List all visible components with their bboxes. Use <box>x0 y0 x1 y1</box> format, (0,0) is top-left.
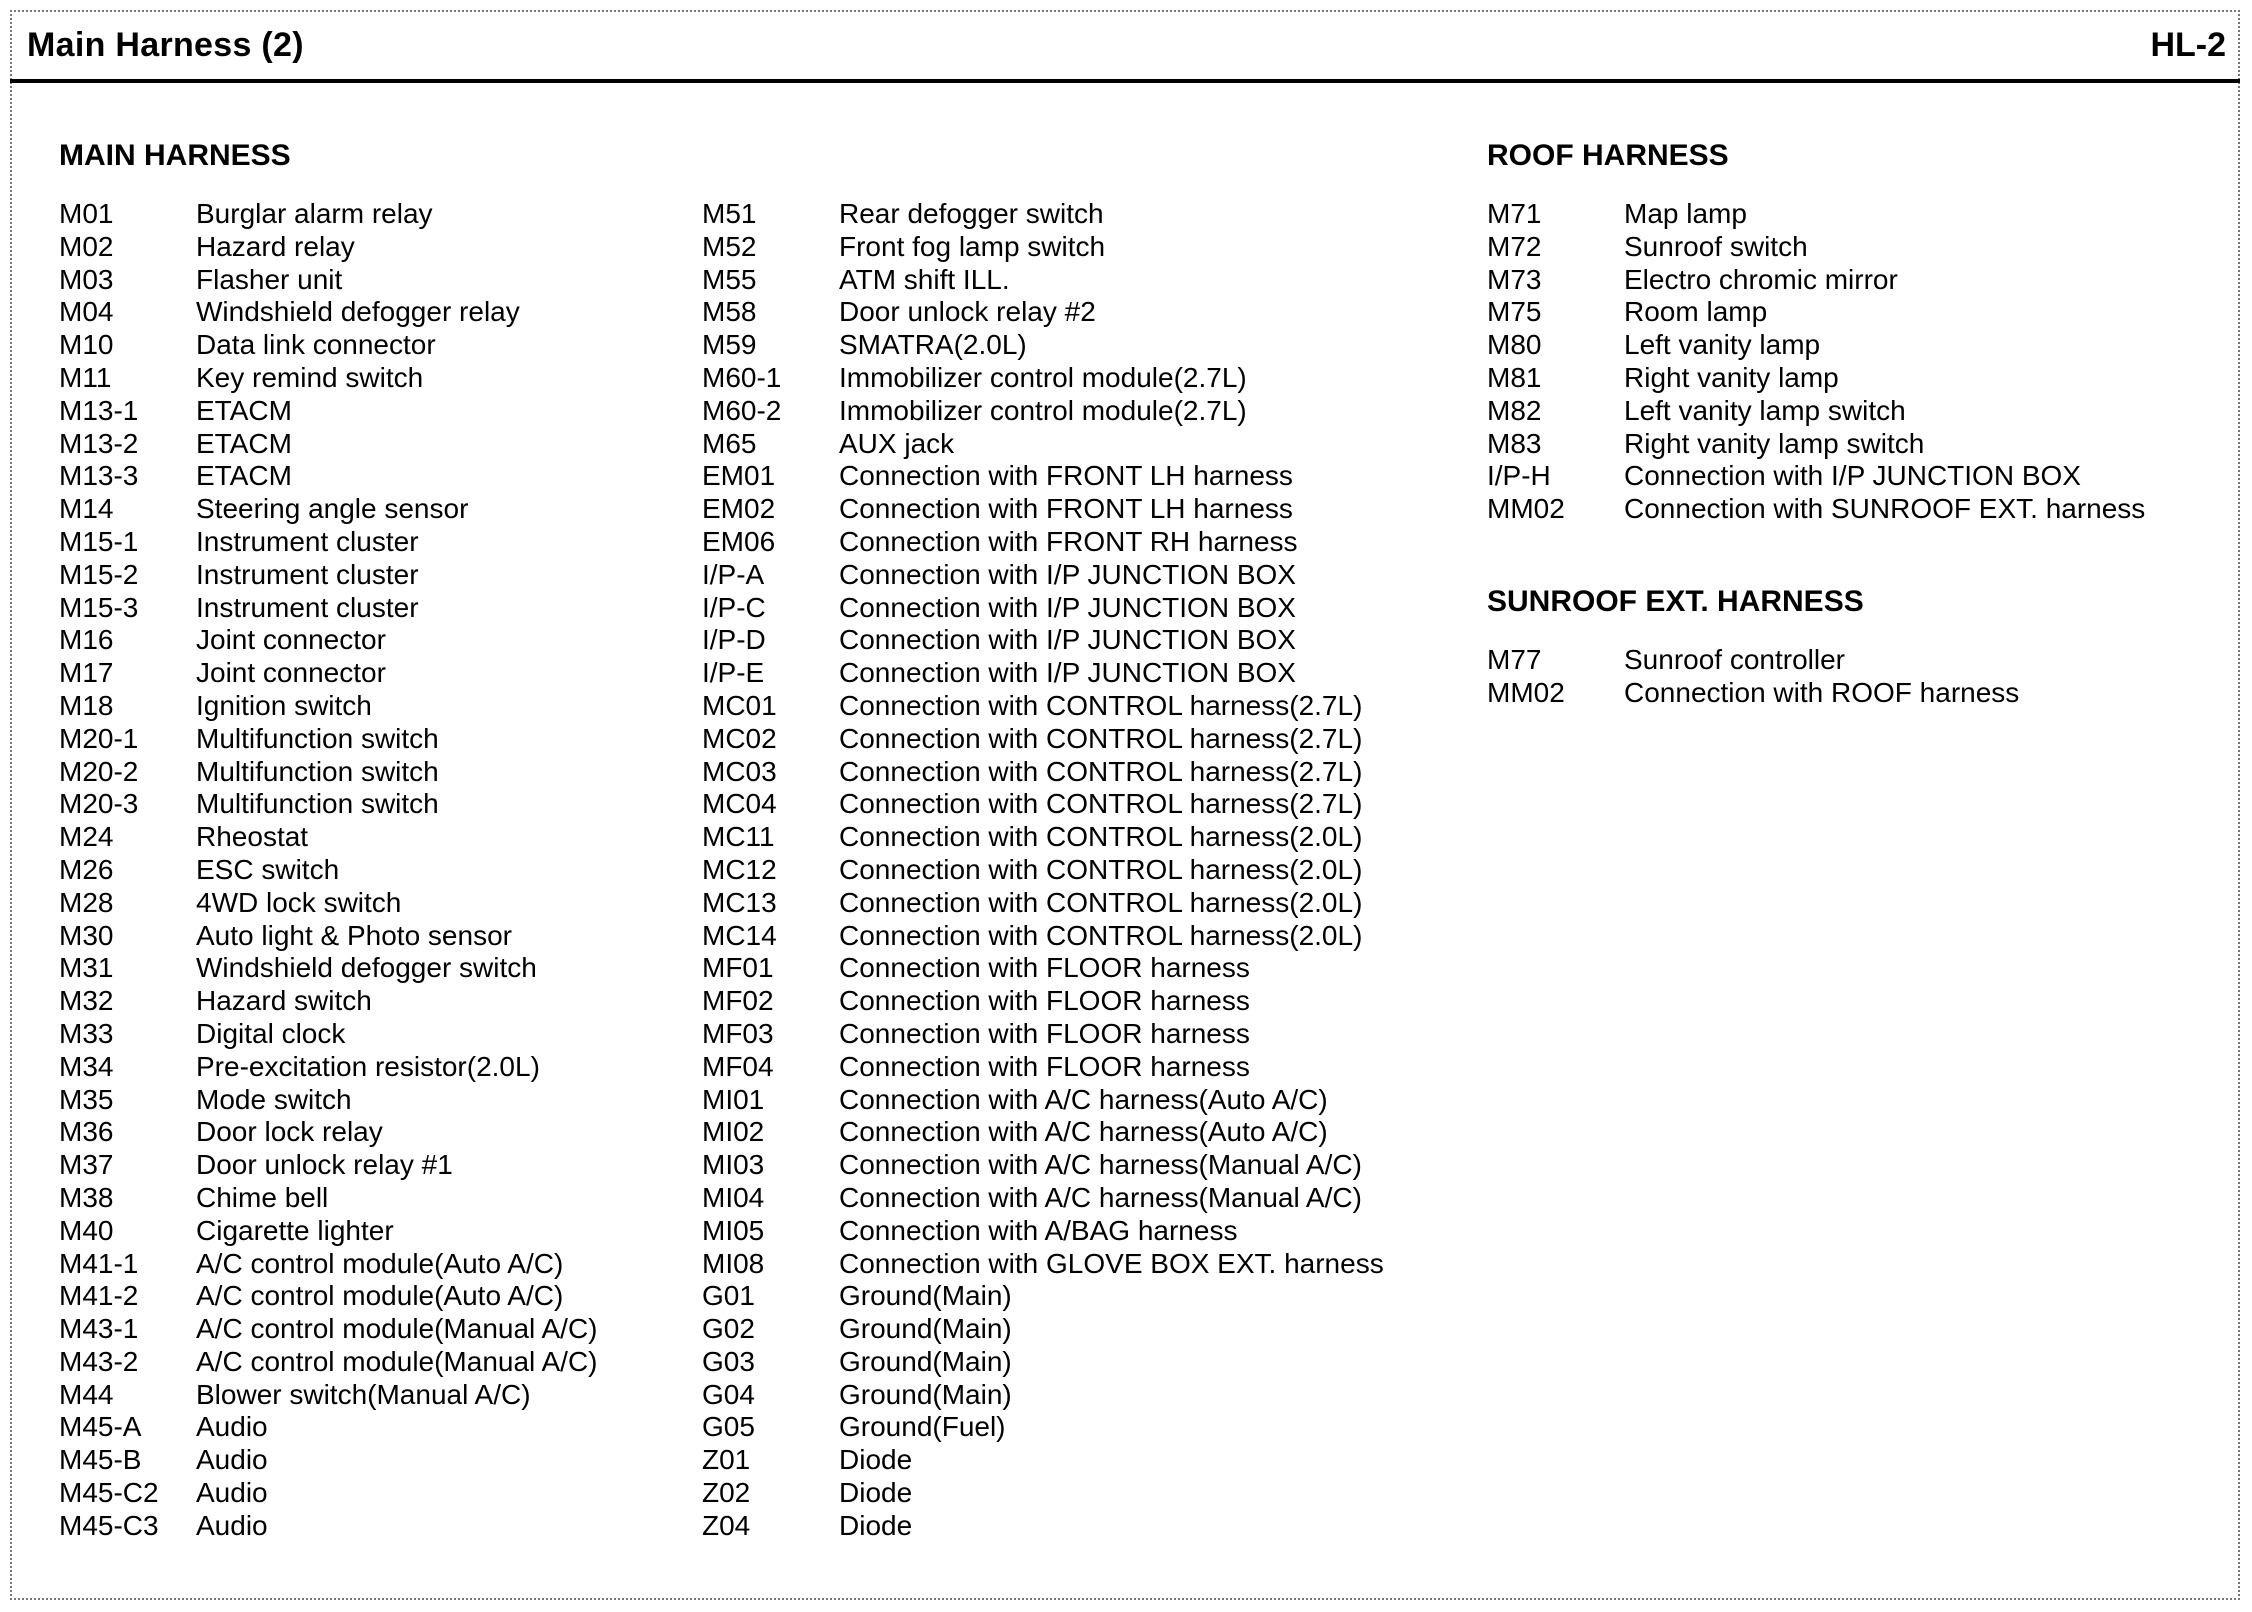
connector-entry <box>702 362 1384 395</box>
connector-entry <box>702 952 1384 985</box>
connector-entry <box>1487 677 2145 710</box>
connector-entry <box>59 756 598 789</box>
connector-code: MI02 <box>702 1116 765 1148</box>
connector-entry <box>59 526 598 559</box>
connector-description: Connection with I/P JUNCTION BOX <box>1624 460 2081 492</box>
connector-entry <box>1487 198 2145 231</box>
connector-code: M81 <box>1487 361 1542 393</box>
connector-code: M60-2 <box>702 394 782 426</box>
connector-description: Connection with GLOVE BOX EXT. harness <box>839 1247 1384 1279</box>
connector-description: Connection with A/C harness(Manual A/C) <box>839 1149 1362 1181</box>
connector-entry <box>59 1149 598 1182</box>
connector-entry <box>59 952 598 985</box>
connector-entry <box>702 1379 1384 1412</box>
connector-entry <box>702 231 1384 264</box>
connector-entry <box>702 624 1384 657</box>
connector-description: ETACM <box>196 460 292 492</box>
connector-entry <box>59 887 598 920</box>
connector-description: Immobilizer control module(2.7L) <box>839 361 1247 393</box>
main-harness-column-2 <box>702 136 1384 1543</box>
connector-entry <box>702 657 1384 690</box>
connector-code: M40 <box>59 1214 114 1246</box>
connector-entry <box>59 1084 598 1117</box>
connector-code: M41-2 <box>59 1280 139 1312</box>
connector-entry <box>59 1379 598 1412</box>
connector-code: M04 <box>59 296 114 328</box>
connector-description: ETACM <box>196 394 292 426</box>
connector-description: Auto light & Photo sensor <box>196 919 512 951</box>
connector-entry <box>59 493 598 526</box>
connector-entry <box>702 1411 1384 1444</box>
connector-code: M03 <box>59 263 114 295</box>
connector-description: Ground(Main) <box>839 1313 1012 1345</box>
connector-code: M13-1 <box>59 394 139 426</box>
connector-entry <box>59 788 598 821</box>
connector-code: MI01 <box>702 1083 765 1115</box>
connector-entry <box>702 1084 1384 1117</box>
connector-entry <box>702 1346 1384 1379</box>
connector-code: M31 <box>59 952 114 984</box>
connector-code: M45-B <box>59 1444 142 1476</box>
connector-code: G01 <box>702 1280 755 1312</box>
connector-code: M13-2 <box>59 427 139 459</box>
connector-code: M14 <box>59 493 114 525</box>
connector-description: Rear defogger switch <box>839 198 1104 229</box>
connector-code: M01 <box>59 198 114 229</box>
connector-code: M02 <box>59 230 114 262</box>
connector-description: Blower switch(Manual A/C) <box>196 1378 531 1410</box>
connector-description: Diode <box>839 1444 913 1476</box>
connector-code: M38 <box>59 1181 114 1213</box>
connector-description: Connection with CONTROL harness(2.7L) <box>839 689 1363 721</box>
connector-code: I/P-E <box>702 657 765 689</box>
connector-code: M30 <box>59 919 114 951</box>
connector-entry <box>59 1510 598 1543</box>
connector-code: I/P-C <box>702 591 766 623</box>
connector-description: Pre-excitation resistor(2.0L) <box>196 1050 540 1082</box>
connector-description: A/C control module(Manual A/C) <box>196 1313 598 1345</box>
connector-entry <box>702 1510 1384 1543</box>
connector-code: M10 <box>59 329 114 361</box>
connector-description: Left vanity lamp switch <box>1624 394 1906 426</box>
connector-description: Steering angle sensor <box>196 493 469 525</box>
connector-description: Connection with CONTROL harness(2.7L) <box>839 755 1363 787</box>
connector-entry <box>702 985 1384 1018</box>
connector-code: M45-C2 <box>59 1477 159 1509</box>
connector-description: Ground(Main) <box>839 1345 1012 1377</box>
connector-entry <box>59 624 598 657</box>
connector-description: Windshield defogger switch <box>196 952 537 984</box>
section-title-main-harness: MAIN HARNESS <box>59 139 291 172</box>
connector-code: M15-1 <box>59 525 139 557</box>
connector-entry <box>702 1444 1384 1477</box>
connector-code: MC04 <box>702 788 777 820</box>
connector-code: G02 <box>702 1313 755 1345</box>
connector-entry <box>1487 460 2145 493</box>
connector-code: MC02 <box>702 722 777 754</box>
page-code: HL-2 <box>2150 26 2226 64</box>
connector-description: Connection with FRONT LH harness <box>839 460 1293 492</box>
connector-description: Ground(Fuel) <box>839 1411 1006 1443</box>
connector-code: MI04 <box>702 1181 765 1213</box>
connector-entry <box>702 1116 1384 1149</box>
page-header <box>10 20 2240 80</box>
connector-description: ESC switch <box>196 853 340 885</box>
connector-code: I/P-A <box>702 558 765 590</box>
connector-entry <box>59 198 598 231</box>
connector-code: M34 <box>59 1050 114 1082</box>
connector-code: M15-3 <box>59 591 139 623</box>
connector-entry <box>702 920 1384 953</box>
connector-code: MC01 <box>702 689 777 721</box>
connector-code: M20-1 <box>59 722 139 754</box>
connector-description: Instrument cluster <box>196 591 419 623</box>
connector-description: Joint connector <box>196 657 386 689</box>
connector-entry <box>702 1018 1384 1051</box>
connector-description: Audio <box>196 1477 268 1509</box>
connector-description: Connection with CONTROL harness(2.7L) <box>839 722 1363 754</box>
connector-description: Connection with FRONT LH harness <box>839 493 1293 525</box>
connector-description: Connection with CONTROL harness(2.0L) <box>839 886 1363 918</box>
connector-entry <box>702 1313 1384 1346</box>
connector-code: M20-2 <box>59 755 139 787</box>
connector-entry <box>59 329 598 362</box>
connector-code: M13-3 <box>59 460 139 492</box>
connector-description: Mode switch <box>196 1083 352 1115</box>
connector-code: MM02 <box>1487 676 1565 708</box>
connector-entry <box>702 329 1384 362</box>
connector-code: M55 <box>702 263 757 295</box>
connector-code: M45-C3 <box>59 1509 159 1541</box>
connector-entry <box>59 1280 598 1313</box>
connector-code: M45-A <box>59 1411 142 1443</box>
connector-entry <box>702 1248 1384 1281</box>
connector-code: MC14 <box>702 919 777 951</box>
connector-description: Multifunction switch <box>196 755 439 787</box>
connector-code: M35 <box>59 1083 114 1115</box>
connector-description: Sunroof switch <box>1624 230 1808 262</box>
connector-entry <box>59 657 598 690</box>
connector-description: Connection with A/C harness(Auto A/C) <box>839 1083 1328 1115</box>
page-title: Main Harness (2) <box>27 26 304 64</box>
connector-code: M28 <box>59 886 114 918</box>
connector-entry <box>1487 362 2145 395</box>
connector-entry <box>1487 296 2145 329</box>
connector-entry <box>59 592 598 625</box>
connector-code: M65 <box>702 427 757 459</box>
connector-code: MC11 <box>702 821 775 853</box>
connector-code: MI05 <box>702 1214 765 1246</box>
connector-description: A/C control module(Auto A/C) <box>196 1280 564 1312</box>
connector-description: Electro chromic mirror <box>1624 263 1898 295</box>
connector-description: Burglar alarm relay <box>196 198 433 229</box>
connector-code: M51 <box>702 198 757 229</box>
connector-description: Connection with FLOOR harness <box>839 985 1250 1017</box>
connector-description: ETACM <box>196 427 292 459</box>
connector-code: Z04 <box>702 1509 751 1541</box>
connector-code: MF01 <box>702 952 774 984</box>
connector-description: Left vanity lamp <box>1624 329 1821 361</box>
connector-entry <box>59 1215 598 1248</box>
connector-description: Hazard switch <box>196 985 372 1017</box>
connector-description: Connection with I/P JUNCTION BOX <box>839 657 1296 689</box>
connector-code: M41-1 <box>59 1247 139 1279</box>
connector-entry <box>59 723 598 756</box>
connector-description: Instrument cluster <box>196 525 419 557</box>
connector-entry <box>59 854 598 887</box>
connector-entry <box>59 231 598 264</box>
connector-description: Connection with A/BAG harness <box>839 1214 1238 1246</box>
connector-code: M16 <box>59 624 114 656</box>
connector-entry <box>59 1313 598 1346</box>
connector-code: M72 <box>1487 230 1542 262</box>
connector-description: Flasher unit <box>196 263 343 295</box>
connector-entry <box>1487 428 2145 461</box>
connector-description: Ground(Main) <box>839 1280 1012 1312</box>
connector-description: Joint connector <box>196 624 386 656</box>
connector-entry <box>702 559 1384 592</box>
connector-entry <box>702 296 1384 329</box>
connector-entry <box>59 362 598 395</box>
connector-code: MC03 <box>702 755 777 787</box>
connector-list <box>1487 644 2145 710</box>
connector-code: MM02 <box>1487 493 1565 525</box>
connector-entry <box>59 1248 598 1281</box>
connector-code: MF03 <box>702 1017 774 1049</box>
connector-code: MF04 <box>702 1050 774 1082</box>
connector-entry <box>702 1215 1384 1248</box>
connector-description: Connection with ROOF harness <box>1624 676 2020 708</box>
connector-entry <box>702 690 1384 723</box>
connector-description: Room lamp <box>1624 296 1768 328</box>
connector-code: M44 <box>59 1378 114 1410</box>
connector-description: Door unlock relay #1 <box>196 1149 453 1181</box>
connector-description: Audio <box>196 1509 268 1541</box>
connector-description: Rheostat <box>196 821 309 853</box>
connector-entry <box>702 264 1384 297</box>
section-title-roof-harness: ROOF HARNESS <box>1487 139 1729 172</box>
roof-column <box>1487 136 2145 710</box>
connector-code: EM01 <box>702 460 776 492</box>
connector-code: M59 <box>702 329 757 361</box>
connector-code: M75 <box>1487 296 1542 328</box>
connector-entry <box>702 756 1384 789</box>
connector-entry <box>702 198 1384 231</box>
connector-code: M58 <box>702 296 757 328</box>
connector-code: M80 <box>1487 329 1542 361</box>
connector-code: M73 <box>1487 263 1542 295</box>
connector-description: Multifunction switch <box>196 722 439 754</box>
connector-description: Connection with SUNROOF EXT. harness <box>1624 493 2146 525</box>
connector-description: Audio <box>196 1411 268 1443</box>
connector-code: MC13 <box>702 886 777 918</box>
connector-entry <box>702 1477 1384 1510</box>
connector-entry <box>1487 264 2145 297</box>
connector-code: M37 <box>59 1149 114 1181</box>
connector-code: M71 <box>1487 198 1542 229</box>
connector-description: Ignition switch <box>196 689 372 721</box>
connector-entry <box>59 1051 598 1084</box>
connector-description: Door unlock relay #2 <box>839 296 1096 328</box>
connector-description: Digital clock <box>196 1017 346 1049</box>
connector-entry <box>702 1149 1384 1182</box>
connector-code: M20-3 <box>59 788 139 820</box>
connector-description: Connection with FLOOR harness <box>839 952 1250 984</box>
connector-code: Z01 <box>702 1444 751 1476</box>
connector-description: Connection with CONTROL harness(2.0L) <box>839 919 1363 951</box>
connector-entry <box>702 1051 1384 1084</box>
connector-description: Immobilizer control module(2.7L) <box>839 394 1247 426</box>
connector-description: Diode <box>839 1477 913 1509</box>
connector-description: Data link connector <box>196 329 436 361</box>
connector-description: Front fog lamp switch <box>839 230 1106 262</box>
connector-description: Connection with FLOOR harness <box>839 1017 1250 1049</box>
connector-description: Connection with I/P JUNCTION BOX <box>839 558 1296 590</box>
connector-entry <box>59 428 598 461</box>
connector-code: M83 <box>1487 427 1542 459</box>
connector-entry <box>59 1477 598 1510</box>
connector-code: M43-2 <box>59 1345 139 1377</box>
connector-description: Ground(Main) <box>839 1378 1012 1410</box>
connector-code: M17 <box>59 657 114 689</box>
connector-description: Connection with I/P JUNCTION BOX <box>839 591 1296 623</box>
connector-entry <box>702 460 1384 493</box>
connector-entry <box>702 395 1384 428</box>
connector-code: M18 <box>59 689 114 721</box>
connector-entry <box>59 1182 598 1215</box>
connector-entry <box>1487 329 2145 362</box>
connector-entry <box>1487 395 2145 428</box>
connector-code: M36 <box>59 1116 114 1148</box>
connector-entry <box>59 920 598 953</box>
connector-entry <box>1487 493 2145 526</box>
connector-code: EM02 <box>702 493 776 525</box>
connector-code: M43-1 <box>59 1313 139 1345</box>
connector-entry <box>1487 231 2145 264</box>
connector-entry <box>59 821 598 854</box>
connector-description: Hazard relay <box>196 230 355 262</box>
connector-code: MC12 <box>702 853 777 885</box>
connector-code: I/P-H <box>1487 460 1551 492</box>
connector-code: M26 <box>59 853 114 885</box>
connector-entry <box>702 821 1384 854</box>
connector-entry <box>59 559 598 592</box>
connector-code: G05 <box>702 1411 755 1443</box>
connector-entry <box>702 1182 1384 1215</box>
connector-code: M11 <box>59 361 112 393</box>
connector-entry <box>702 788 1384 821</box>
connector-description: Audio <box>196 1444 268 1476</box>
connector-code: M60-1 <box>702 361 782 393</box>
connector-entry <box>59 690 598 723</box>
connector-description: A/C control module(Manual A/C) <box>196 1345 598 1377</box>
connector-entry <box>702 526 1384 559</box>
connector-description: Connection with FLOOR harness <box>839 1050 1250 1082</box>
connector-code: M15-2 <box>59 558 139 590</box>
connector-description: Multifunction switch <box>196 788 439 820</box>
connector-entry <box>59 395 598 428</box>
connector-code: M24 <box>59 821 114 853</box>
connector-entry <box>702 493 1384 526</box>
connector-entry <box>59 460 598 493</box>
connector-description: AUX jack <box>839 427 955 459</box>
connector-entry <box>59 296 598 329</box>
connector-description: Diode <box>839 1509 913 1541</box>
connector-description: SMATRA(2.0L) <box>839 329 1027 361</box>
connector-description: Connection with A/C harness(Manual A/C) <box>839 1181 1362 1213</box>
connector-entry <box>59 1411 598 1444</box>
connector-code: M33 <box>59 1017 114 1049</box>
connector-entry <box>702 428 1384 461</box>
section-title-sunroof-ext-harness: SUNROOF EXT. HARNESS <box>1487 584 1864 618</box>
connector-description: Connection with CONTROL harness(2.7L) <box>839 788 1363 820</box>
connector-entry <box>702 887 1384 920</box>
connector-entry <box>1487 644 2145 677</box>
connector-description: Connection with FRONT RH harness <box>839 525 1298 557</box>
connector-description: Right vanity lamp <box>1624 361 1839 393</box>
connector-entry <box>702 1280 1384 1313</box>
connector-description: Instrument cluster <box>196 558 419 590</box>
connector-description: Windshield defogger relay <box>196 296 520 328</box>
connector-description: Sunroof controller <box>1624 643 1846 675</box>
connector-code: I/P-D <box>702 624 766 656</box>
connector-description: Key remind switch <box>196 361 424 393</box>
section-spacer <box>702 136 1384 176</box>
connector-code: MF02 <box>702 985 774 1017</box>
main-harness-column-1 <box>59 136 598 1543</box>
connector-code: M82 <box>1487 394 1542 426</box>
connector-code: M32 <box>59 985 114 1017</box>
connector-code: MI03 <box>702 1149 765 1181</box>
connector-description: Connection with CONTROL harness(2.0L) <box>839 853 1363 885</box>
connector-description: A/C control module(Auto A/C) <box>196 1247 564 1279</box>
connector-entry <box>702 723 1384 756</box>
connector-code: EM06 <box>702 525 776 557</box>
connector-entry <box>59 1346 598 1379</box>
connector-code: M77 <box>1487 643 1542 675</box>
connector-list <box>59 198 598 1543</box>
connector-code: G04 <box>702 1378 755 1410</box>
connector-entry <box>59 1444 598 1477</box>
connector-description: Cigarette lighter <box>196 1214 394 1246</box>
connector-code: G03 <box>702 1345 755 1377</box>
connector-entry <box>59 985 598 1018</box>
connector-description: ATM shift ILL. <box>839 263 1010 295</box>
connector-description: Right vanity lamp switch <box>1624 427 1925 459</box>
connector-entry <box>59 1116 598 1149</box>
connector-entry <box>702 592 1384 625</box>
connector-description: 4WD lock switch <box>196 886 402 918</box>
connector-description: Map lamp <box>1624 198 1747 229</box>
connector-list <box>1487 198 2145 526</box>
connector-code: M52 <box>702 230 757 262</box>
connector-entry <box>59 1018 598 1051</box>
connector-code: Z02 <box>702 1477 751 1509</box>
connector-description: Connection with CONTROL harness(2.0L) <box>839 821 1363 853</box>
connector-code: MI08 <box>702 1247 765 1279</box>
connector-entry <box>702 854 1384 887</box>
connector-description: Door lock relay <box>196 1116 383 1148</box>
connector-entry <box>59 264 598 297</box>
connector-list <box>702 198 1384 1543</box>
connector-description: Chime bell <box>196 1181 329 1213</box>
connector-description: Connection with A/C harness(Auto A/C) <box>839 1116 1328 1148</box>
header-rule <box>10 79 2240 83</box>
connector-description: Connection with I/P JUNCTION BOX <box>839 624 1296 656</box>
